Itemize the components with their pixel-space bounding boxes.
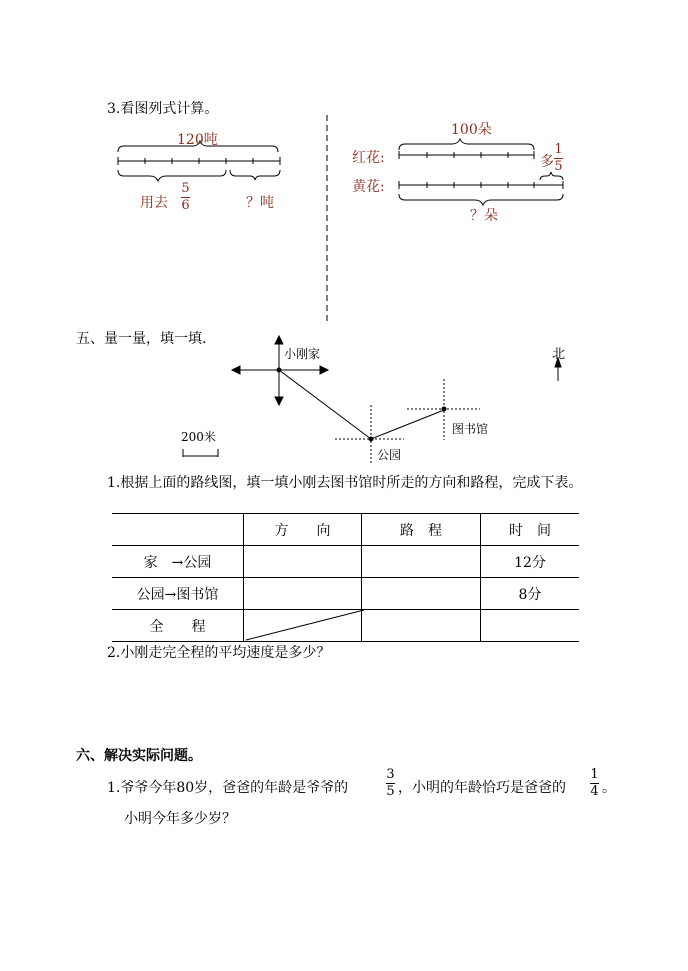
- table-header-row: [112, 514, 579, 546]
- fraction-numerator: 1: [554, 142, 563, 157]
- table-header-cell: 路 程: [362, 514, 481, 546]
- direction-cell[interactable]: [244, 578, 362, 610]
- library-label: 图书馆: [452, 422, 489, 436]
- distance-cell[interactable]: [362, 546, 481, 578]
- question-6-1-line2: 小明今年多少岁？: [124, 811, 236, 827]
- question-6-1-part2: ，小明的年龄恰巧是爸爸的: [398, 780, 566, 796]
- question-6-1-end: 。: [602, 780, 616, 796]
- fraction-three-fifths: [386, 768, 395, 799]
- more-label: 多: [540, 154, 554, 170]
- time-cell: 8分: [481, 578, 580, 610]
- left-total-label: 120吨: [177, 132, 218, 148]
- yellow-flower-label: 黄花:: [352, 179, 385, 195]
- distance-cell[interactable]: [362, 578, 481, 610]
- fraction-numerator: 1: [590, 767, 599, 782]
- table-row: [112, 578, 579, 610]
- row-label: 公园→图书馆: [112, 578, 244, 610]
- row-label: 全 程: [112, 610, 244, 642]
- right-segment-diagram: [399, 139, 563, 205]
- fraction-one-fourth: [590, 768, 599, 799]
- table-header-cell: [112, 514, 244, 546]
- fraction-denominator: 5: [386, 784, 395, 799]
- right-total-label: 100朵: [451, 122, 492, 138]
- time-cell[interactable]: [481, 610, 580, 642]
- distance-cell[interactable]: [362, 610, 481, 642]
- time-cell: 12分: [481, 546, 580, 578]
- section3-title: 3.看图列式计算。: [107, 101, 219, 117]
- left-fraction: [181, 182, 190, 213]
- question-5-1: 1.根据上面的路线图，填一填小刚去图书馆时所走的方向和路程，完成下表。: [107, 475, 583, 491]
- fraction-denominator: 4: [590, 784, 599, 799]
- fraction-denominator: 6: [181, 198, 190, 213]
- right-fraction: [554, 143, 563, 174]
- scale-label: 200米: [181, 430, 216, 444]
- home-label: 小刚家: [284, 347, 321, 361]
- fraction-numerator: 5: [181, 181, 190, 196]
- table-row: [112, 546, 579, 578]
- section5-heading: 五、量一量，填一填.: [76, 331, 207, 347]
- right-unknown-label: ？朵: [470, 208, 498, 224]
- direction-cell: [244, 610, 362, 642]
- park-label: 公园: [377, 448, 402, 462]
- fraction-denominator: 5: [554, 159, 563, 174]
- fraction-numerator: 3: [386, 767, 395, 782]
- route-table: [112, 513, 579, 642]
- table-row: [112, 610, 579, 642]
- table-header-cell: 方 向: [244, 514, 362, 546]
- row-label: 家 →公园: [112, 546, 244, 578]
- left-unknown-label: ？吨: [246, 195, 274, 211]
- section6-heading: 六、解决实际问题。: [76, 748, 202, 764]
- question-6-1-part1: 1.爷爷今年80岁，爸爸的年龄是爷爷的: [107, 780, 349, 796]
- left-used-label: 用去: [140, 195, 168, 211]
- north-label: 北: [552, 347, 566, 362]
- red-flower-label: 红花:: [352, 150, 385, 166]
- table-header-cell: 时 间: [481, 514, 580, 546]
- route-map: [183, 336, 561, 465]
- question-5-2: 2.小刚走完全程的平均速度是多少？: [107, 645, 331, 661]
- direction-cell[interactable]: [244, 546, 362, 578]
